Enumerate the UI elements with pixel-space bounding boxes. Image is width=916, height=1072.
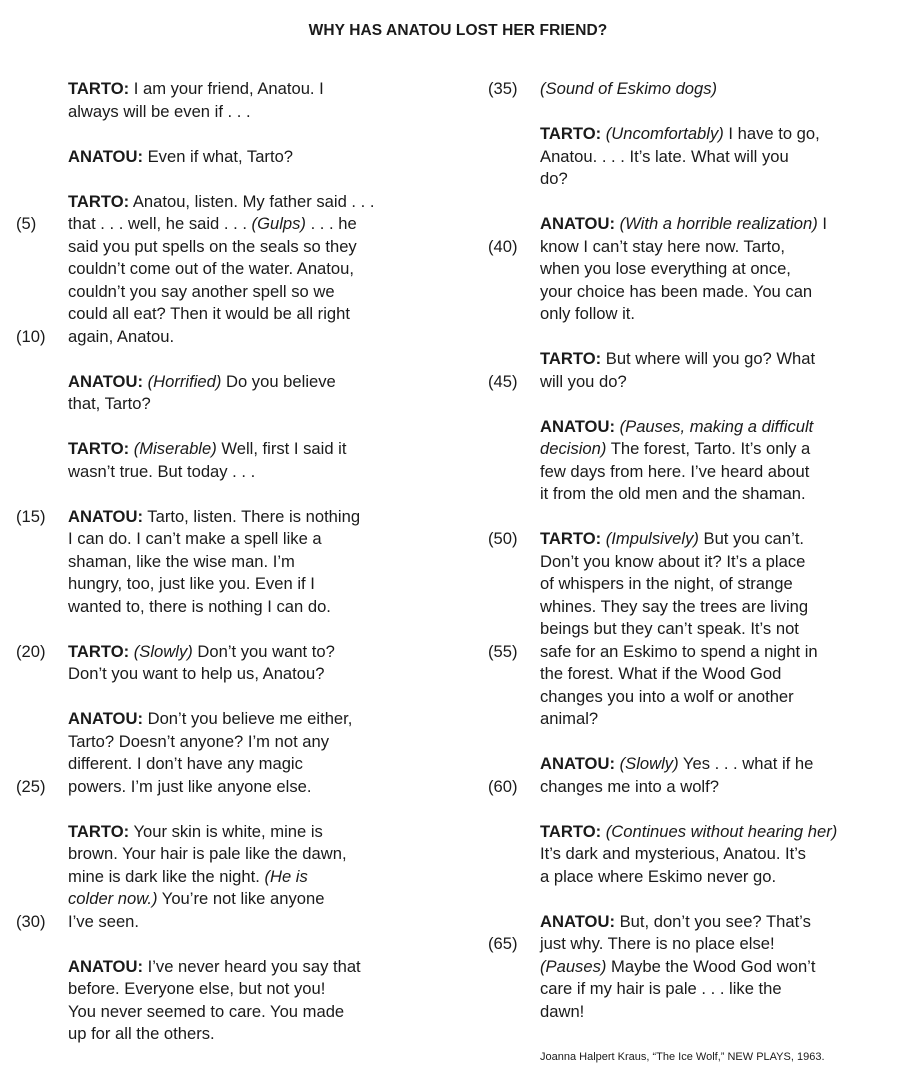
line-number: (55): [488, 641, 518, 661]
dialogue-text: couldn’t come out of the water. Anatou,: [68, 259, 354, 278]
speech-block: [68, 438, 448, 483]
speaker-name: TARTO:: [540, 124, 602, 143]
text-line: [540, 843, 900, 866]
dialogue-text: said you put spells on the seals so they: [68, 236, 357, 256]
line-number: (65): [488, 934, 518, 953]
dialogue-text: wasn’t true. But today . . .: [68, 461, 256, 481]
text-line: [488, 236, 900, 259]
dialogue-text: before. Everyone else, but not you!: [68, 979, 326, 998]
dialogue-text: Your skin is white, mine is: [129, 821, 323, 841]
dialogue-text: dawn!: [540, 1001, 585, 1021]
dialogue-text: Anatou, listen. My father said . . .: [129, 191, 375, 211]
speaker-name: TARTO:: [68, 191, 130, 211]
dialogue-text: Don’t you believe me either,: [142, 709, 353, 728]
line-number: (25): [16, 776, 46, 796]
text-line: [68, 843, 448, 866]
dialogue-text: couldn’t you say another spell so we: [68, 281, 335, 301]
text-line: [488, 933, 900, 956]
speaker-name: TARTO:: [68, 821, 130, 841]
line-number: (20): [16, 641, 46, 661]
text-line: [16, 776, 448, 799]
speaker-name: TARTO:: [68, 79, 130, 98]
dialogue-text: always will be even if . . .: [68, 101, 251, 121]
stage-direction: (With a horrible realization): [619, 214, 818, 233]
text-line: [68, 461, 448, 484]
dialogue-text: again, Anatou.: [68, 326, 175, 346]
dialogue-text: I have to go,: [723, 124, 820, 143]
dialogue-text: few days from here. I’ve heard about: [540, 461, 810, 481]
dialogue-text: . . . he: [305, 214, 357, 233]
stage-direction: (Miserable): [133, 439, 217, 458]
speech-block: [488, 78, 900, 101]
text-line: [488, 641, 900, 664]
text-line: [68, 753, 448, 776]
dialogue-text: only follow it.: [540, 304, 635, 323]
line-number: (30): [16, 911, 46, 931]
line-number: (50): [488, 529, 518, 548]
dialogue-text: just why. There is no place else!: [540, 934, 775, 953]
dialogue-text: a place where Eskimo never go.: [540, 866, 777, 886]
dialogue-text: know I can’t stay here now. Tarto,: [540, 236, 786, 256]
text-line: [540, 348, 900, 371]
dialogue-text: different. I don’t have any magic: [68, 754, 303, 773]
dialogue-text: care if my hair is pale . . . like the: [540, 979, 782, 998]
line-number: (60): [488, 776, 518, 796]
speech-block: [540, 123, 900, 191]
text-line: [540, 258, 900, 281]
text-line: [68, 888, 448, 911]
line-number: (5): [16, 214, 37, 233]
dialogue-text: Don’t you want to help us, Anatou?: [68, 664, 325, 683]
text-line: [68, 551, 448, 574]
dialogue-text: I: [817, 214, 827, 233]
speaker-name: ANATOU:: [540, 416, 615, 436]
text-line: [540, 551, 900, 574]
dialogue-text: Don’t you want to?: [192, 641, 335, 661]
dialogue-text: wanted to, there is nothing I can do.: [68, 596, 331, 616]
dialogue-text: when you lose everything at once,: [540, 259, 791, 278]
left-column: [16, 78, 448, 1068]
text-line: [68, 236, 448, 259]
text-line: [540, 1001, 900, 1024]
text-line: [68, 438, 448, 461]
dialogue-text: of whispers in the night, of strange: [540, 574, 793, 593]
speech-block: [68, 371, 448, 416]
speaker-name: ANATOU:: [68, 506, 143, 526]
line-number: (45): [488, 371, 518, 391]
speaker-name: ANATOU:: [68, 146, 143, 166]
dialogue-text: that . . . well, he said . . .: [68, 214, 252, 233]
text-line: [540, 573, 900, 596]
stage-direction: colder now.): [68, 889, 158, 908]
speech-block: [68, 956, 448, 1046]
text-line: [68, 956, 448, 979]
text-line: [68, 708, 448, 731]
text-line: [540, 123, 900, 146]
text-line: [540, 956, 900, 979]
speech-block: [16, 641, 448, 686]
speaker-name: ANATOU:: [68, 709, 143, 728]
stage-direction: (Horrified): [147, 371, 222, 391]
stage-direction: (Sound of Eskimo dogs): [540, 79, 718, 98]
line-number: (40): [488, 236, 518, 256]
speech-block: [540, 416, 900, 506]
dialogue-text: up for all the others.: [68, 1024, 215, 1043]
speech-block: [488, 911, 900, 1024]
text-line: [68, 281, 448, 304]
line-number: (15): [16, 506, 46, 526]
dialogue-text: The forest, Tarto. It’s only a: [606, 439, 811, 458]
speech-block: [540, 821, 900, 889]
dialogue-text: Yes . . . what if he: [678, 754, 814, 773]
dialogue-text: You never seemed to care. You made: [68, 1001, 345, 1021]
dialogue-text: whines. They say the trees are living: [540, 596, 809, 616]
stage-direction: (Gulps): [251, 214, 306, 233]
dialogue-text: the forest. What if the Wood God: [540, 664, 782, 683]
speech-block: [16, 708, 448, 798]
text-line: [68, 596, 448, 619]
text-line: [540, 866, 900, 889]
dialogue-text: Anatou. . . . It’s late. What will you: [540, 146, 789, 166]
speaker-name: TARTO:: [540, 821, 602, 841]
stage-direction: (Pauses, making a difficult: [619, 416, 814, 436]
text-line: [488, 776, 900, 799]
text-line: [68, 528, 448, 551]
text-line: [68, 866, 448, 889]
dialogue-text: do?: [540, 169, 568, 188]
dialogue-text: But where will you go? What: [601, 349, 816, 368]
right-column: [488, 78, 900, 1046]
page-title: WHY HAS ANATOU LOST HER FRIEND?: [308, 22, 608, 39]
speaker-name: ANATOU:: [540, 754, 615, 773]
speech-block: [488, 528, 900, 731]
dialogue-text: animal?: [540, 709, 599, 728]
text-line: [16, 641, 448, 664]
text-line: [488, 371, 900, 394]
text-line: [540, 461, 900, 484]
dialogue-text: I am your friend, Anatou. I: [129, 79, 324, 98]
text-line: [540, 618, 900, 641]
stage-direction: (He is: [264, 866, 308, 886]
speech-block: [16, 821, 448, 934]
dialogue-text: Maybe the Wood God won’t: [606, 956, 816, 976]
speech-block: [16, 506, 448, 619]
dialogue-text: hungry, too, just like you. Even if I: [68, 574, 315, 593]
text-line: [540, 663, 900, 686]
dialogue-text: safe for an Eskimo to spend a night in: [540, 641, 818, 661]
text-line: [540, 686, 900, 709]
text-line: [540, 303, 900, 326]
text-line: [68, 978, 448, 1001]
speech-block: [16, 191, 448, 349]
dialogue-text: Even if what, Tarto?: [142, 146, 294, 166]
text-line: [540, 708, 900, 731]
text-line: [68, 393, 448, 416]
text-line: [68, 101, 448, 124]
dialogue-text: But you can’t.: [698, 529, 805, 548]
dialogue-text: powers. I’m just like anyone else.: [68, 776, 312, 796]
dialogue-text: I can do. I can’t make a spell like a: [68, 529, 322, 548]
text-line: [68, 573, 448, 596]
text-line: [488, 78, 900, 101]
speech-block: [68, 146, 448, 169]
dialogue-text: changes me into a wolf?: [540, 776, 719, 796]
text-line: [488, 528, 900, 551]
text-line: [540, 821, 900, 844]
speaker-name: ANATOU:: [540, 911, 615, 931]
text-line: [68, 258, 448, 281]
dialogue-text: your choice has been made. You can: [540, 281, 813, 301]
stage-direction: (Slowly): [619, 754, 679, 773]
text-line: [540, 483, 900, 506]
dialogue-text: I’ve never heard you say that: [142, 956, 361, 976]
text-line: [68, 303, 448, 326]
line-number: (10): [16, 326, 46, 346]
text-line: [68, 731, 448, 754]
speaker-name: ANATOU:: [68, 956, 143, 976]
text-line: [68, 663, 448, 686]
dialogue-text: You’re not like anyone: [157, 889, 325, 908]
speaker-name: ANATOU:: [68, 371, 143, 391]
dialogue-text: will you do?: [540, 371, 627, 391]
text-line: [68, 1023, 448, 1046]
dialogue-text: brown. Your hair is pale like the dawn,: [68, 844, 347, 863]
dialogue-text: Tarto, listen. There is nothing: [142, 506, 361, 526]
text-line: [540, 596, 900, 619]
line-number: (35): [488, 79, 518, 98]
stage-direction: (Pauses): [540, 956, 607, 976]
dialogue-text: Don’t you know about it? It’s a place: [540, 551, 806, 571]
dialogue-text: I’ve seen.: [68, 911, 140, 931]
text-line: [16, 911, 448, 934]
dialogue-text: could all eat? Then it would be all right: [68, 304, 350, 323]
text-line: [540, 438, 900, 461]
text-line: [540, 146, 900, 169]
speaker-name: TARTO:: [68, 439, 130, 458]
dialogue-text: But, don’t you see? That’s: [614, 911, 811, 931]
text-line: [16, 213, 448, 236]
dialogue-text: beings but they can’t speak. It’s not: [540, 619, 799, 638]
stage-direction: (Impulsively): [605, 529, 699, 548]
dialogue-text: Well, first I said it: [216, 439, 347, 458]
speech-block: [488, 348, 900, 393]
dialogue-text: It’s dark and mysterious, Anatou. It’s: [540, 844, 806, 863]
text-line: [540, 978, 900, 1001]
dialogue-text: Tarto? Doesn’t anyone? I’m not any: [68, 731, 330, 751]
text-line: [540, 213, 900, 236]
dialogue-text: that, Tarto?: [68, 394, 151, 413]
stage-direction: decision): [540, 439, 607, 458]
speech-block: [488, 753, 900, 798]
text-line: [16, 506, 448, 529]
text-line: [16, 326, 448, 349]
text-line: [540, 753, 900, 776]
dialogue-text: shaman, like the wise man. I’m: [68, 551, 295, 571]
speaker-name: TARTO:: [540, 529, 602, 548]
text-line: [68, 146, 448, 169]
speech-block: [68, 78, 448, 123]
text-line: [540, 281, 900, 304]
dialogue-text: Do you believe: [221, 371, 336, 391]
text-line: [68, 371, 448, 394]
text-line: [540, 168, 900, 191]
stage-direction: (Slowly): [133, 641, 193, 661]
text-line: [68, 821, 448, 844]
stage-direction: (Continues without hearing her): [605, 821, 838, 841]
speaker-name: ANATOU:: [540, 214, 615, 233]
speaker-name: TARTO:: [68, 641, 130, 661]
dialogue-text: mine is dark like the night.: [68, 866, 265, 886]
stage-direction: (Uncomfortably): [605, 124, 724, 143]
text-line: [68, 78, 448, 101]
speech-block: [488, 213, 900, 326]
text-line: [68, 1001, 448, 1024]
text-line: [540, 911, 900, 934]
text-line: [68, 191, 448, 214]
dialogue-text: changes you into a wolf or another: [540, 686, 794, 706]
dialogue-text: it from the old men and the shaman.: [540, 484, 806, 503]
source-citation: Joanna Halpert Kraus, “The Ice Wolf,” NEW PLAYS, 1963.: [540, 1051, 825, 1063]
text-line: [540, 416, 900, 439]
speaker-name: TARTO:: [540, 349, 602, 368]
